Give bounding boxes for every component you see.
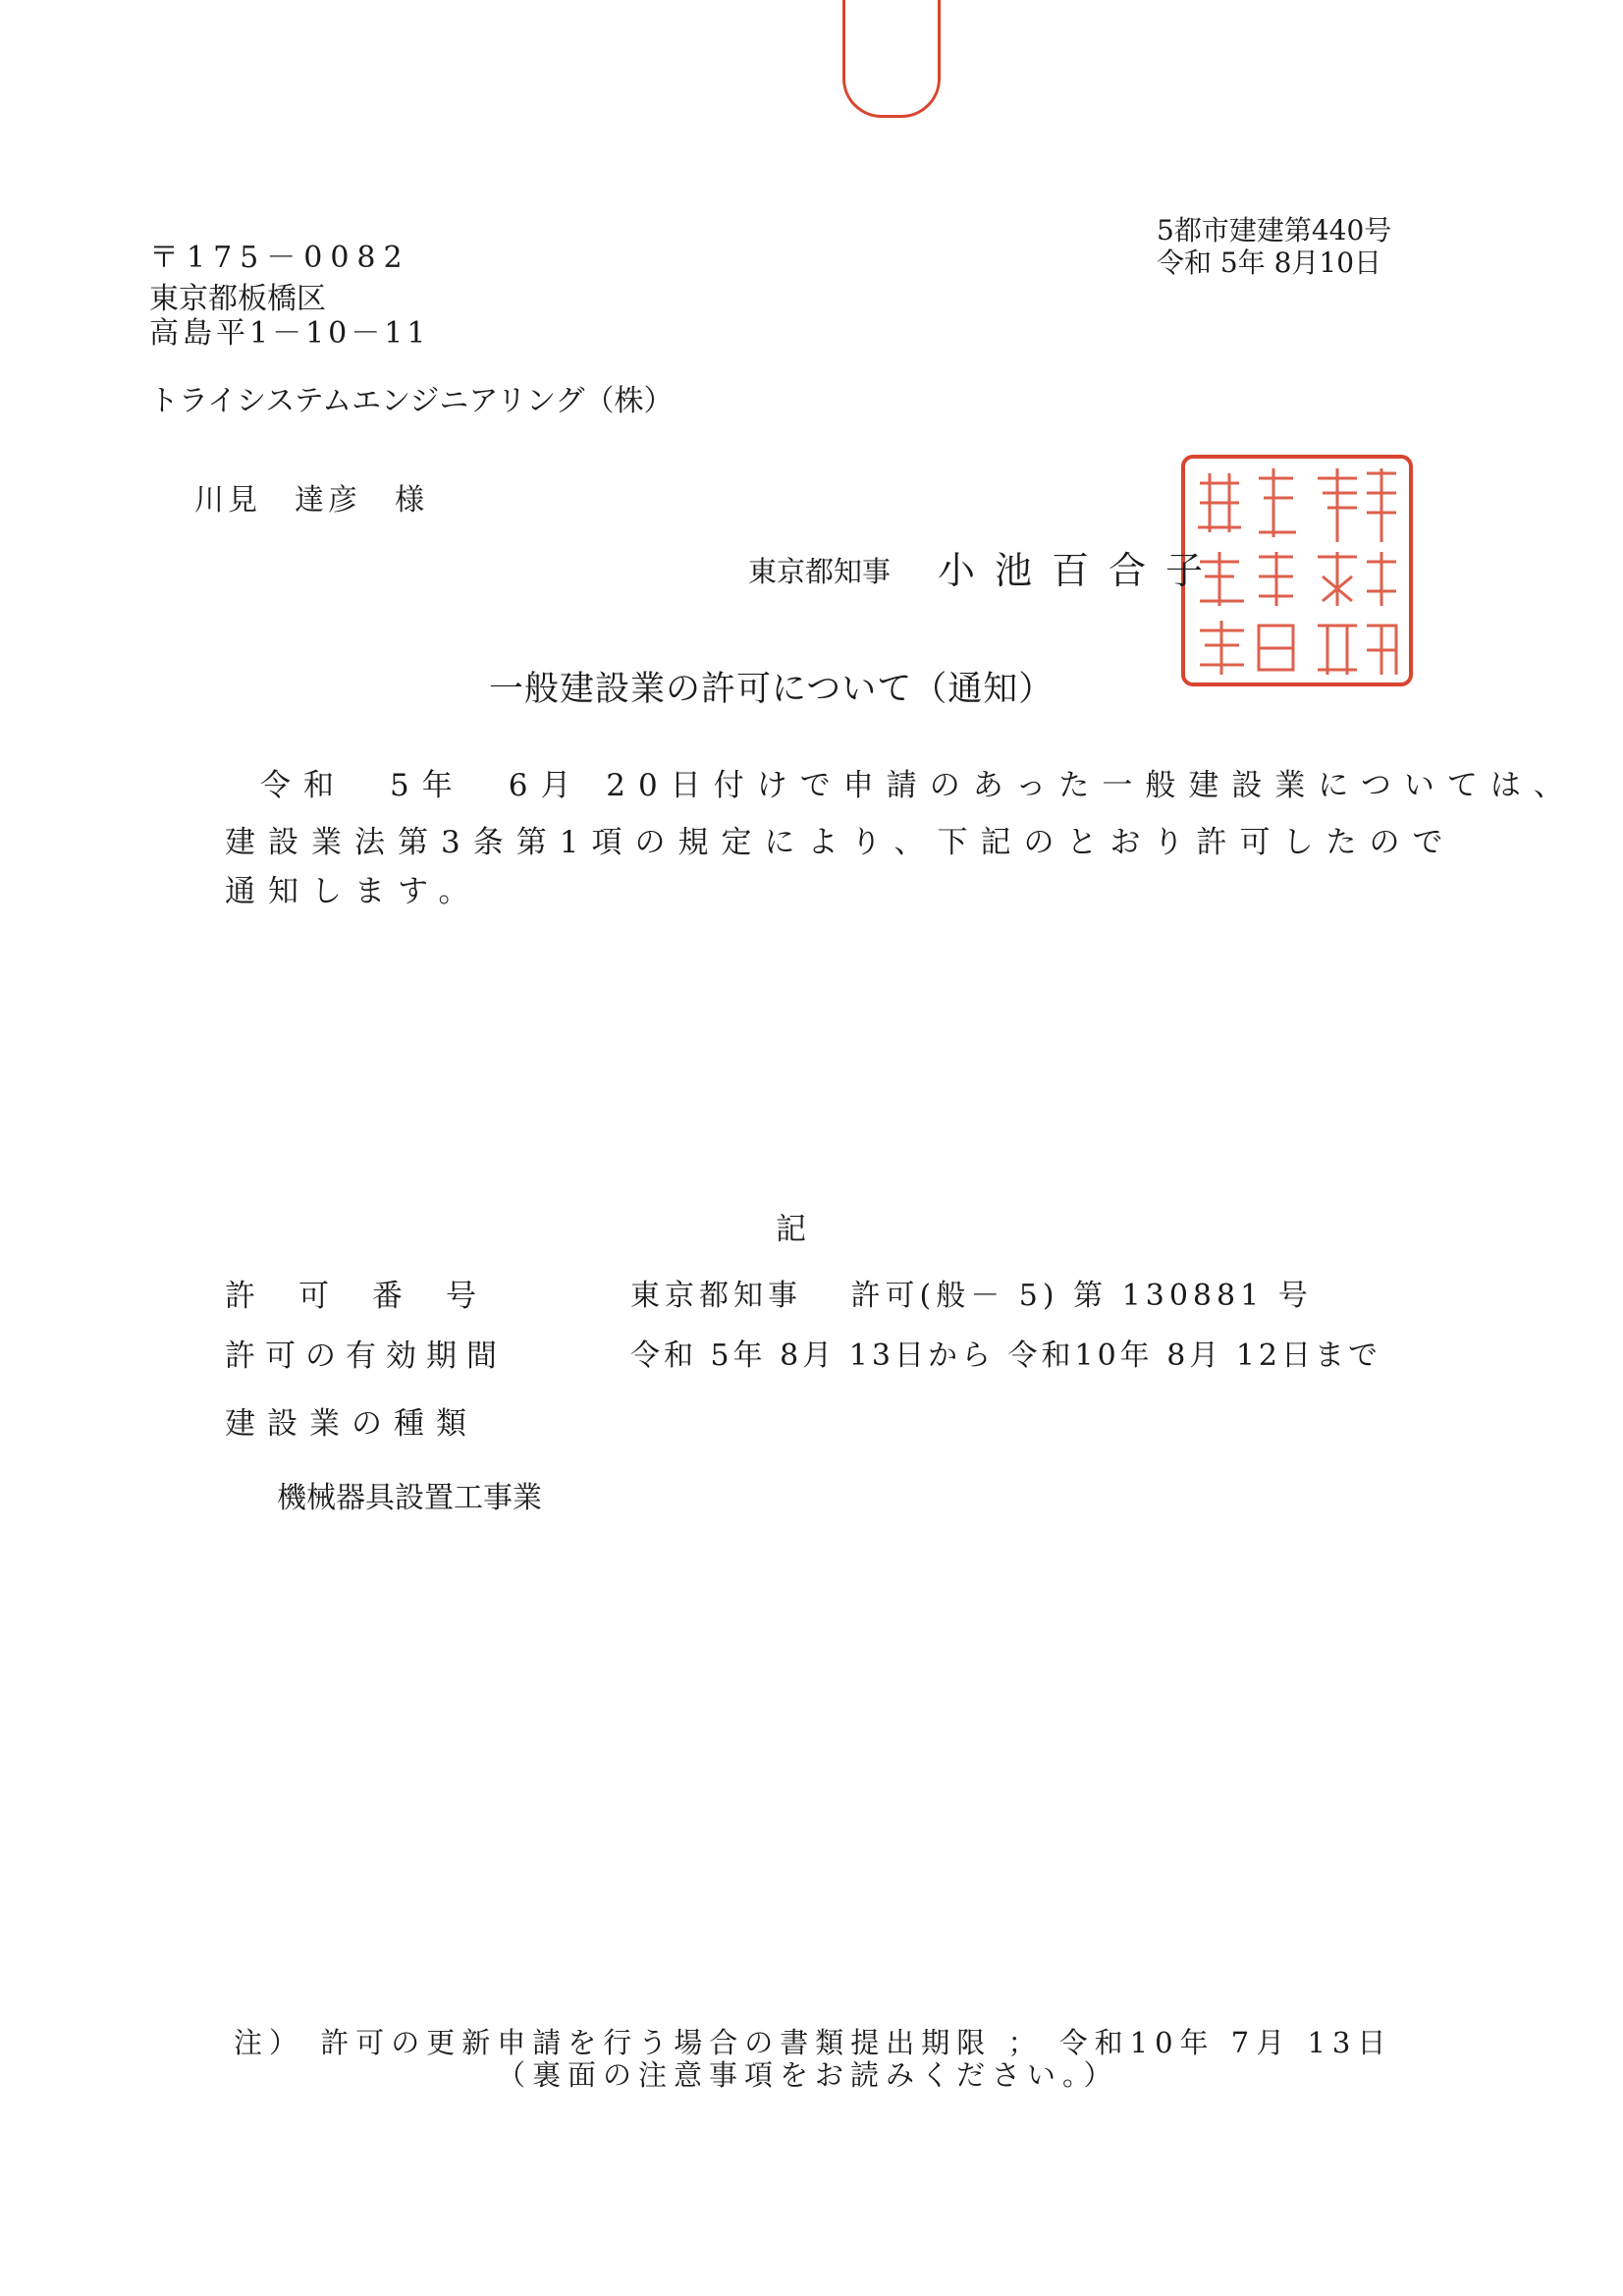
permit-number-label: 許可番号 [225,1279,519,1314]
record-heading: 記 [776,1212,806,1247]
document-date: 令和 5年 8月10日 [1157,246,1382,279]
postal-code: 〒175－0082 [149,241,410,275]
issuer-name: 小池百合子 [938,549,1223,592]
company-name: トライシステムエンジニアリング（株） [149,384,674,418]
industry-type-label: 建設業の種類 [225,1406,478,1442]
industry-type-value: 機械器具設置工事業 [277,1481,542,1515]
body-line-2: 建設業法第3条第1項の規定により、下記のとおり許可したので [225,825,1456,860]
address-line-2: 高島平1－10－11 [149,316,430,351]
renewal-deadline-note: 注） 許可の更新申請を行う場合の書類提出期限 ； 令和10年 7月 13日 [234,2026,1393,2059]
reverse-side-note: （裏面の注意事項をお読みください。） [497,2058,1119,2092]
body-line-3: 通知します。 [225,874,482,909]
body-line-1: 令和 5年 6月 20日付けで申請のあった一般建設業については、 [260,768,1577,803]
recipient-name: 川見 達彦 様 [194,483,428,518]
validity-period-value: 令和 5年 8月 13日から 令和10年 8月 12日まで [630,1339,1381,1373]
address-line-1: 東京都板橋区 [149,282,326,316]
permit-number-value: 東京都知事 許可(般－ 5) 第 130881 号 [630,1279,1313,1313]
top-seal-stamp [842,0,941,118]
document-title: 一般建設業の許可について（通知） [489,670,1055,709]
issuer-title: 東京都知事 [748,555,892,588]
document-number: 5都市建建第440号 [1157,214,1392,246]
validity-period-label: 許可の有効期間 [225,1339,507,1374]
